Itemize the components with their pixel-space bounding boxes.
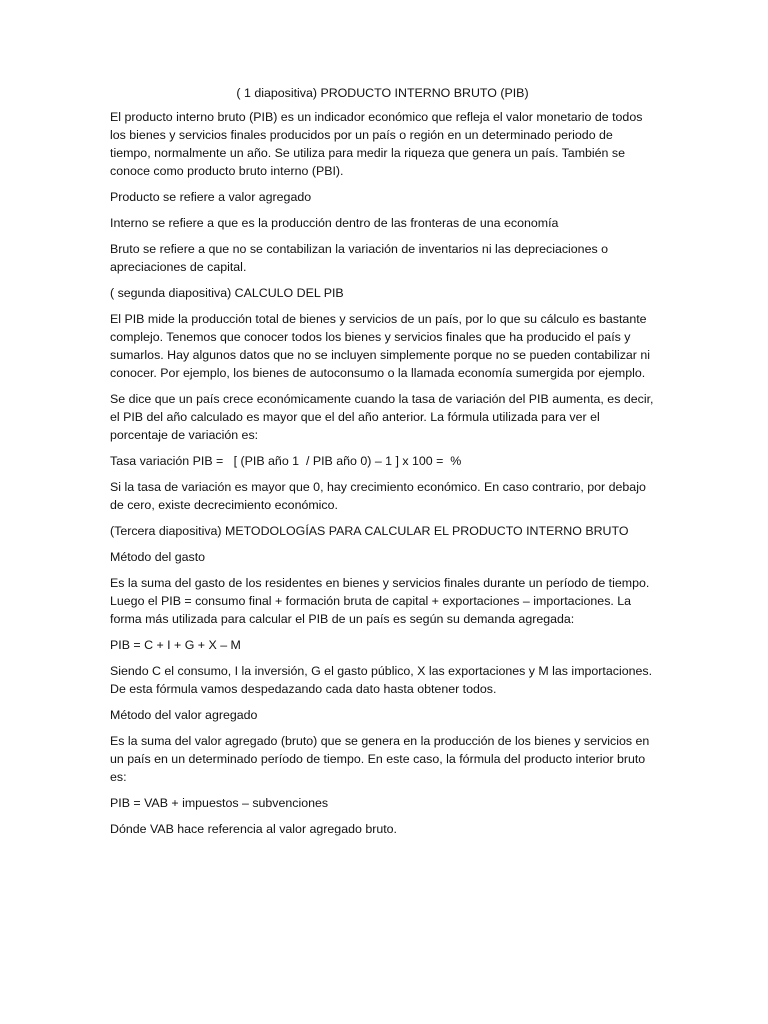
paragraph-valor-agregado: Es la suma del valor agregado (bruto) que se genera en la producción de los bienes y servicios en un país en un determinado período de tiempo. En este caso, la fórmula del producto interior bruto es:	[110, 734, 650, 784]
paragraph-tasa: Si la tasa de variación es mayor que 0, hay crecimiento económico. En caso contrario, por debajo de cero, existe decrecimiento económico.	[110, 480, 646, 512]
subheading-metodo-gasto: Método del gasto	[110, 550, 206, 564]
paragraph-crecimiento: Se dice que un país crece económicamente cuando la tasa de variación del PIB aumenta, es decir, el PIB del año calculado es mayor que el del año anterior. La fórmula utilizada para ver el porcentaje de variación es:	[110, 392, 654, 442]
document-title: ( 1 diapositiva) PRODUCTO INTERNO BRUTO (PIB)	[236, 86, 529, 100]
subheading-metodo-valor-agregado: Método del valor agregado	[110, 708, 258, 722]
paragraph-pib-definition: El producto interno bruto (PIB) es un indicador económico que refleja el valor monetario de todos los bienes y servicios finales producidos por un país o región en un determinado periodo de tiempo, normalmente un año. Se utiliza para medir la riqueza que genera un país. También se conoce como producto bruto interno (PBI).	[110, 110, 643, 178]
paragraph-interno: Interno se refiere a que es la producción dentro de las fronteras de una economía	[110, 216, 559, 230]
section-heading-metodologias: (Tercera diapositiva) METODOLOGÍAS PARA CALCULAR EL PRODUCTO INTERNO BRUTO	[110, 524, 629, 538]
paragraph-producto: Producto se refiere a valor agregado	[110, 190, 312, 204]
formula-tasa-variacion: Tasa variación PIB = [ (PIB año 1 / PIB año 0) – 1 ] x 100 = %	[110, 454, 462, 468]
paragraph-metodo-gasto: Es la suma del gasto de los residentes en bienes y servicios finales durante un período de tiempo. Luego el PIB = consumo final + formación bruta de capital + exportaciones – importaciones. La forma más utilizada para calcular el PIB de un país es según su demanda agregada:	[110, 576, 650, 626]
document-page	[110, 84, 655, 846]
formula-pib-vab: PIB = VAB + impuestos – subvenciones	[110, 796, 329, 810]
section-heading-calculo: ( segunda diapositiva) CALCULO DEL PIB	[110, 286, 344, 300]
paragraph-bruto: Bruto se refiere a que no se contabilizan la variación de inventarios ni las depreciaciones o apreciaciones de capital.	[110, 242, 608, 274]
paragraph-calculo: El PIB mide la producción total de bienes y servicios de un país, por lo que su cálculo es bastante complejo. Tenemos que conocer todos los bienes y servicios finales que ha producido el país y sumarlos. Hay algunos datos que no se incluyen simplemente porque no se pueden contabilizar ni conocer. Por ejemplo, los bienes de autoconsumo o la llamada economía sumergida por ejemplo.	[110, 312, 651, 380]
formula-pib-gasto: PIB = C + I + G + X – M	[110, 638, 241, 652]
paragraph-vab: Dónde VAB hace referencia al valor agregado bruto.	[110, 822, 397, 836]
paragraph-siendo: Siendo C el consumo, I la inversión, G el gasto público, X las exportaciones y M las importaciones. De esta fórmula vamos despedazando cada dato hasta obtener todos.	[110, 664, 653, 696]
